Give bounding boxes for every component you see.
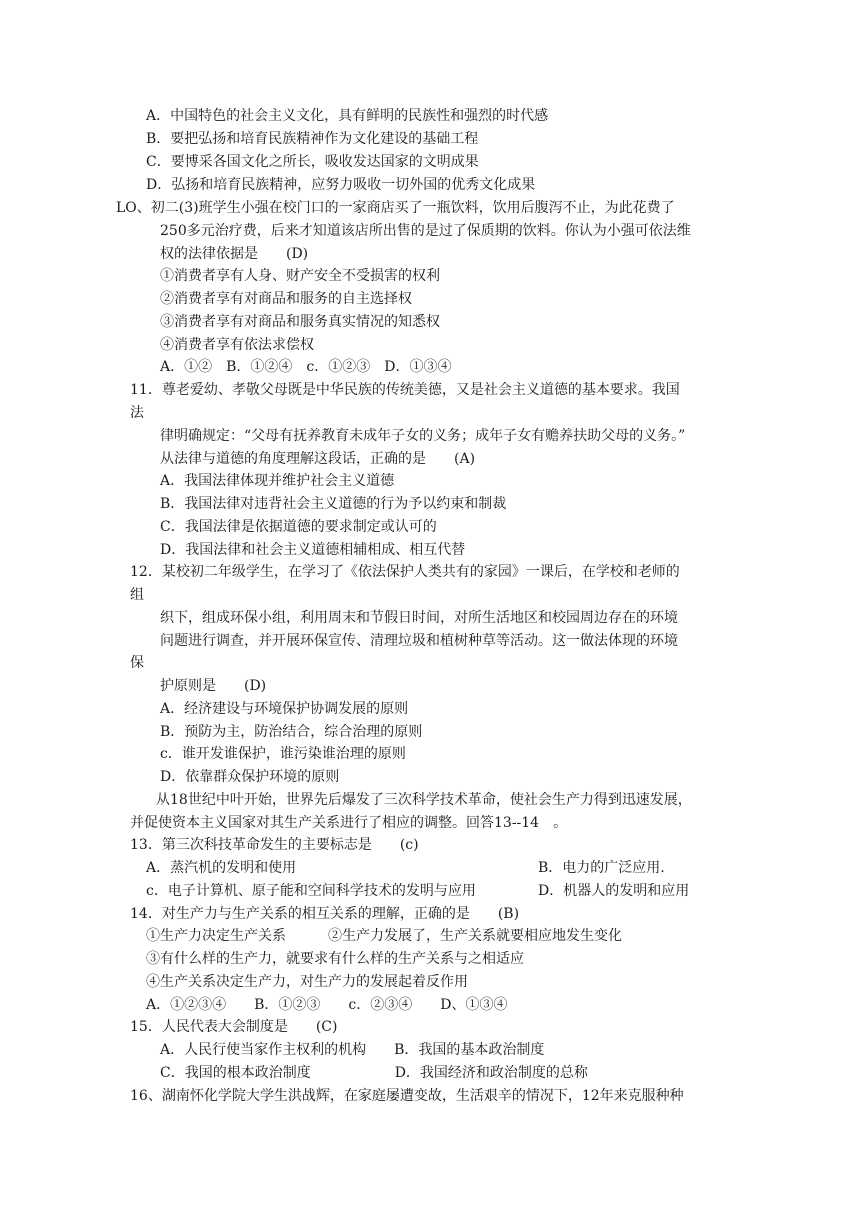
intro-13-14-line-2: 并促使资本主义国家对其生产关系进行了相应的调整。回答13--14 。 [130, 815, 568, 831]
q11-option-d: D．我国法律和社会主义道德相辅相成、相互代替 [160, 542, 466, 558]
q11-option-b: B．我国法律对违背社会主义道德的行为予以约束和制裁 [160, 496, 507, 512]
q9-option-a: A．中国特色的社会主义文化，具有鲜明的民族性和强烈的时代感 [146, 108, 549, 124]
q11-option-c: C．我国法律是依据道德的要求制定或认可的 [160, 519, 437, 535]
q14-options: A．①②③④ B．①②③ c．②③④ D、①③④ [146, 997, 508, 1013]
q15-options-row-1: A．人民行使当家作主权利的机构 B．我国的基本政治制度 [160, 1042, 545, 1058]
q13-option-d: D．机器人的发明和应用 [538, 883, 690, 899]
q10-item-1: ①消费者享有人身、财产安全不受损害的权利 [160, 268, 440, 284]
q12-stem-line-5: 保 [130, 655, 144, 671]
q12-stem-line-2: 组 [130, 587, 144, 603]
q9-option-d: D．弘扬和培育民族精神，应努力吸收一切外国的优秀文化成果 [146, 177, 536, 193]
q16-stem: 16、湖南怀化学院大学生洪战辉，在家庭屡遭变故，生活艰辛的情况下，12年来克服种种 [130, 1088, 684, 1104]
q13-option-c: c．电子计算机、原子能和空间科学技术的发明与应用 [146, 883, 476, 899]
q14-item-2: ③有什么样的生产力，就要求有什么样的生产关系与之相适应 [146, 951, 524, 967]
q12-option-a: A．经济建设与环境保护协调发展的原则 [160, 701, 409, 717]
q14-item-1: ①生产力决定生产关系 ②生产力发展了，生产关系就要相应地发生变化 [146, 928, 622, 944]
q12-option-d: D．依靠群众保护环境的原则 [160, 769, 340, 785]
q11-stem-line-3: 律明确规定：“父母有抚养教育未成年子女的义务；成年子女有赡养扶助父母的义务。” [160, 428, 686, 444]
q10-stem-line-2: 250多元治疗费，后来才知道该店所出售的是过了保质期的饮料。你认为小强可依法维 [160, 223, 691, 239]
q9-option-b: B．要把弘扬和培育民族精神作为文化建设的基础工程 [146, 131, 479, 147]
q13-option-a: A．蒸汽机的发明和使用 [146, 860, 297, 876]
q12-stem-line-4: 问题进行调查，并开展环保宣传、清理垃圾和植树种草等活动。这一做法体现的环境 [160, 633, 678, 649]
q12-stem-line-3: 织下，组成环保小组，利用周末和节假日时间，对所生活地区和校园周边存在的环境 [160, 610, 678, 626]
q11-option-a: A．我国法律体现并维护社会主义道德 [160, 473, 395, 489]
q14-stem: 14．对生产力与生产关系的相互关系的理解，正确的是 (B) [130, 906, 520, 922]
q15-stem: 15．人民代表大会制度是 (C) [130, 1019, 338, 1035]
q15-options-row-2: C．我国的根本政治制度 D．我国经济和政治制度的总称 [160, 1065, 588, 1081]
q10-item-2: ②消费者享有对商品和服务的自主选择权 [160, 291, 412, 307]
q11-stem-line-1: 11．尊老爱幼、孝敬父母既是中华民族的传统美德，又是社会主义道德的基本要求。我国 [130, 382, 680, 398]
q12-stem-line-1: 12．某校初二年级学生，在学习了《依法保护人类共有的家园》一课后，在学校和老师的 [130, 564, 680, 580]
q12-stem-line-6: 护原则是 (D) [160, 678, 267, 694]
q10-item-3: ③消费者享有对商品和服务真实情况的知悉权 [160, 314, 440, 330]
q9-option-c: C．要博采各国文化之所长，吸收发达国家的文明成果 [146, 154, 479, 170]
q13-stem: 13．第三次科技革命发生的主要标志是 (c) [130, 837, 419, 853]
q13-option-b: B．电力的广泛应用. [538, 860, 665, 876]
intro-13-14-line-1: 从18世纪中叶开始，世界先后爆发了三次科学技术革命，使社会生产力得到迅速发展， [156, 792, 692, 808]
q10-options: A．①② B．①②④ c．①②③ D．①③④ [160, 359, 452, 375]
q10-stem-line-1: LO、初二(3)班学生小强在校门口的一家商店买了一瓶饮料，饮用后腹泻不止，为此花费了 [116, 200, 675, 216]
q11-stem-line-2: 法 [130, 405, 144, 421]
q12-option-b: B．预防为主，防治结合，综合治理的原则 [160, 724, 423, 740]
q10-stem-line-3: 权的法律依据是 (D) [160, 246, 309, 262]
q12-option-c: c．谁开发谁保护，谁污染谁治理的原则 [160, 746, 406, 762]
q10-item-4: ④消费者享有依法求偿权 [160, 337, 314, 353]
q11-stem-line-4: 从法律与道德的角度理解这段话，正确的是 (A) [160, 451, 476, 467]
q14-item-3: ④生产关系决定生产力，对生产力的发展起着反作用 [146, 974, 468, 990]
